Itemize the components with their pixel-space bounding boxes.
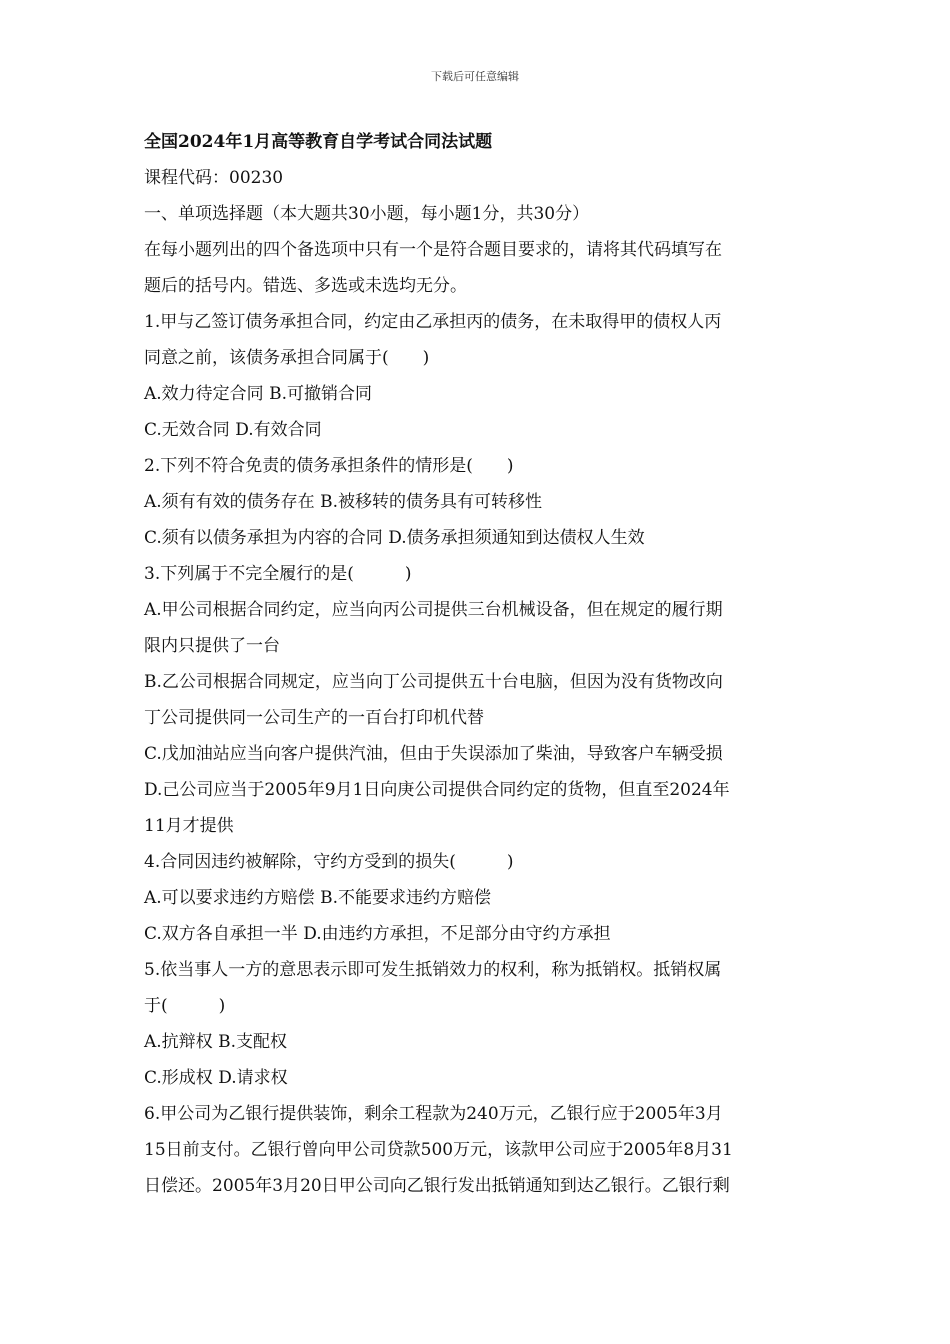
text-line: 课程代码：00230 [144, 168, 284, 188]
text-line: C.须有以债务承担为内容的合同 D.债务承担须通知到达债权人生效 [144, 528, 645, 548]
text-line: 11月才提供 [144, 816, 234, 836]
text-line: A.抗辩权 B.支配权 [144, 1032, 287, 1052]
text-line: 于( ) [144, 996, 226, 1016]
page-header: 下载后可任意编辑 [431, 70, 519, 83]
text-line: C.戊加油站应当向客户提供汽油，但由于失误添加了柴油，导致客户车辆受损 [144, 744, 723, 764]
text-line: A.须有有效的债务存在 B.被移转的债务具有可转移性 [144, 492, 542, 512]
text-line: 5.依当事人一方的意思表示即可发生抵销效力的权利，称为抵销权。抵销权属 [144, 960, 722, 980]
text-line: 2.下列不符合免责的债务承担条件的情形是( ) [144, 456, 514, 476]
document-body [144, 124, 814, 1204]
text-line: 6.甲公司为乙银行提供装饰，剩余工程款为240万元，乙银行应于2005年3月 [144, 1104, 723, 1124]
text-line: 3.下列属于不完全履行的是( ) [144, 564, 412, 584]
text-line: 日偿还。2005年3月20日甲公司向乙银行发出抵销通知到达乙银行。乙银行剩 [144, 1176, 730, 1196]
text-line: 4.合同因违约被解除，守约方受到的损失( ) [144, 852, 514, 872]
text-line: A.效力待定合同 B.可撤销合同 [144, 384, 372, 404]
text-line: D.己公司应当于2005年9月1日向庚公司提供合同约定的货物，但直至2024年 [144, 780, 730, 800]
text-line: 1.甲与乙签订债务承担合同，约定由乙承担丙的债务，在未取得甲的债权人丙 [144, 312, 722, 332]
text-line: A.可以要求违约方赔偿 B.不能要求违约方赔偿 [144, 888, 491, 908]
text-line: 丁公司提供同一公司生产的一百台打印机代替 [144, 708, 484, 728]
text-line: 题后的括号内。错选、多选或未选均无分。 [144, 276, 467, 296]
text-line: C.无效合同 D.有效合同 [144, 420, 322, 440]
text-line: A.甲公司根据合同约定，应当向丙公司提供三台机械设备，但在规定的履行期 [144, 600, 723, 620]
text-line: 限内只提供了一台 [144, 636, 280, 656]
text-line: 同意之前，该债务承担合同属于( ) [144, 348, 430, 368]
text-line: B.乙公司根据合同规定，应当向丁公司提供五十台电脑，但因为没有货物改向 [144, 672, 723, 692]
text-line: C.双方各自承担一半 D.由违约方承担，不足部分由守约方承担 [144, 924, 611, 944]
text-line: 15日前支付。乙银行曾向甲公司贷款500万元，该款甲公司应于2005年8月31 [144, 1140, 733, 1160]
text-line: C.形成权 D.请求权 [144, 1068, 288, 1088]
document-title: 全国2024年1月高等教育自学考试合同法试题 [144, 132, 493, 152]
text-line: 在每小题列出的四个备选项中只有一个是符合题目要求的，请将其代码填写在 [144, 240, 722, 260]
text-line: 一、单项选择题（本大题共30小题，每小题1分，共30分） [144, 204, 590, 224]
